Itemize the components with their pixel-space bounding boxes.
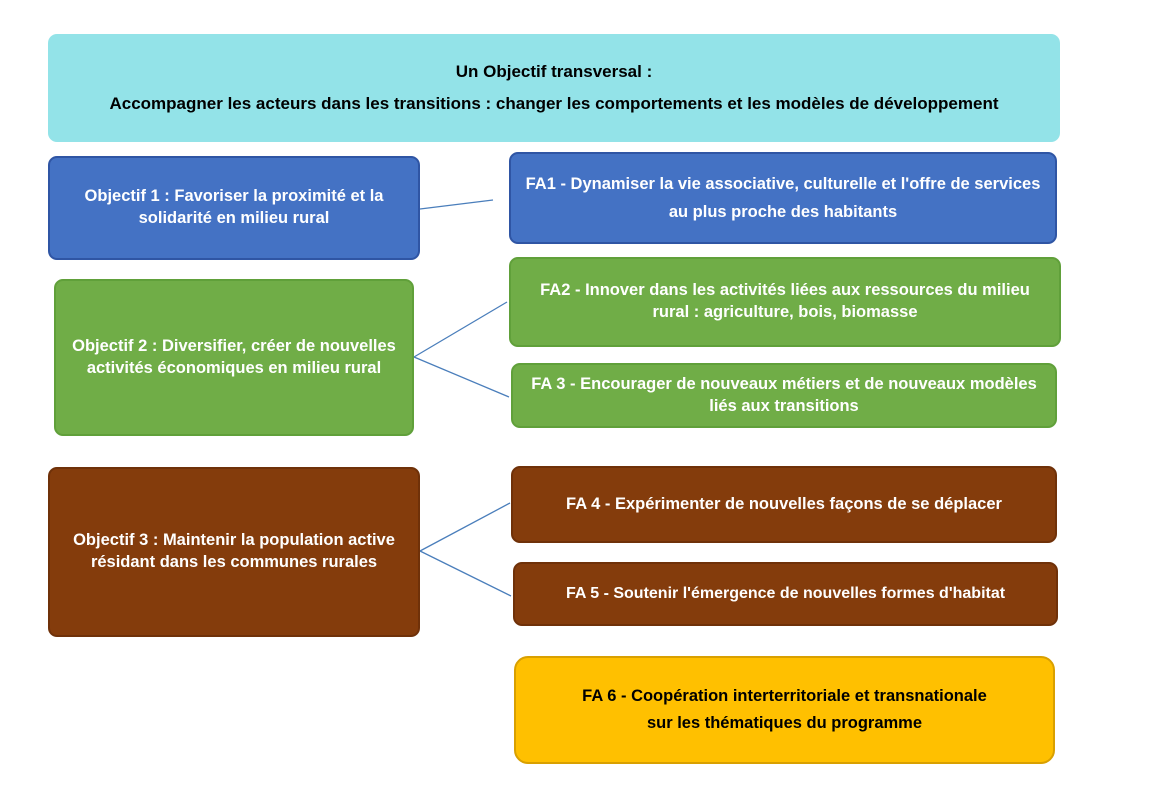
- action-fa5-box: [513, 562, 1058, 626]
- action-fa3-label: FA 3 - Encourager de nouveaux métiers et de nouveaux modèles liés aux transitions: [531, 374, 1037, 415]
- action-fa6-label: FA 6 - Coopération interterritoriale et transnationale: [582, 686, 987, 705]
- action-fa3-box: [511, 363, 1057, 428]
- action-fa4-label: FA 4 - Expérimenter de nouvelles façons de se déplacer: [566, 494, 1002, 513]
- objective-3-label: Objectif 3 : Maintenir la population active résidant dans les communes rurales: [73, 531, 395, 571]
- action-fa2-box: [509, 257, 1061, 347]
- action-fa5-label: FA 5 - Soutenir l'émergence de nouvelles formes d'habitat: [565, 585, 1006, 603]
- action-fa4-box: [511, 466, 1057, 543]
- action-fa1-sublabel: au plus proche des habitants: [668, 203, 898, 221]
- transversal-objective-box: [48, 34, 1060, 142]
- action-fa6-sublabel: sur les thématiques du programme: [646, 714, 923, 732]
- objective-1-box: [48, 156, 420, 260]
- transversal-objective-title: Un Objectif transversal :: [455, 61, 653, 81]
- action-fa6-box: [514, 656, 1055, 764]
- objective-2-label: Objectif 2 : Diversifier, créer de nouvelles activités économiques en milieu rural: [72, 336, 396, 377]
- objective-1-label: Objectif 1 : Favoriser la proximité et la solidarité en milieu rural: [84, 187, 384, 227]
- transversal-objective-text: Accompagner les acteurs dans les transitions : changer les comportements et les modèles de développement: [109, 94, 999, 113]
- connector-obj2-fa3: [414, 357, 509, 397]
- action-fa1-box: [509, 152, 1057, 244]
- connector-obj3-fa5: [420, 551, 511, 596]
- connector-obj2-fa2: [414, 302, 507, 357]
- action-fa2-label: FA2 - Innover dans les activités liées aux ressources du milieu rural : agriculture, bois, biomasse: [540, 281, 1030, 321]
- objective-3-box: [48, 467, 420, 637]
- action-fa1-label: FA1 - Dynamiser la vie associative, culturelle et l'offre de services: [525, 174, 1041, 193]
- connector-obj1-fa1: [420, 200, 493, 209]
- connector-obj3-fa4: [420, 503, 510, 551]
- objective-2-box: [54, 279, 414, 436]
